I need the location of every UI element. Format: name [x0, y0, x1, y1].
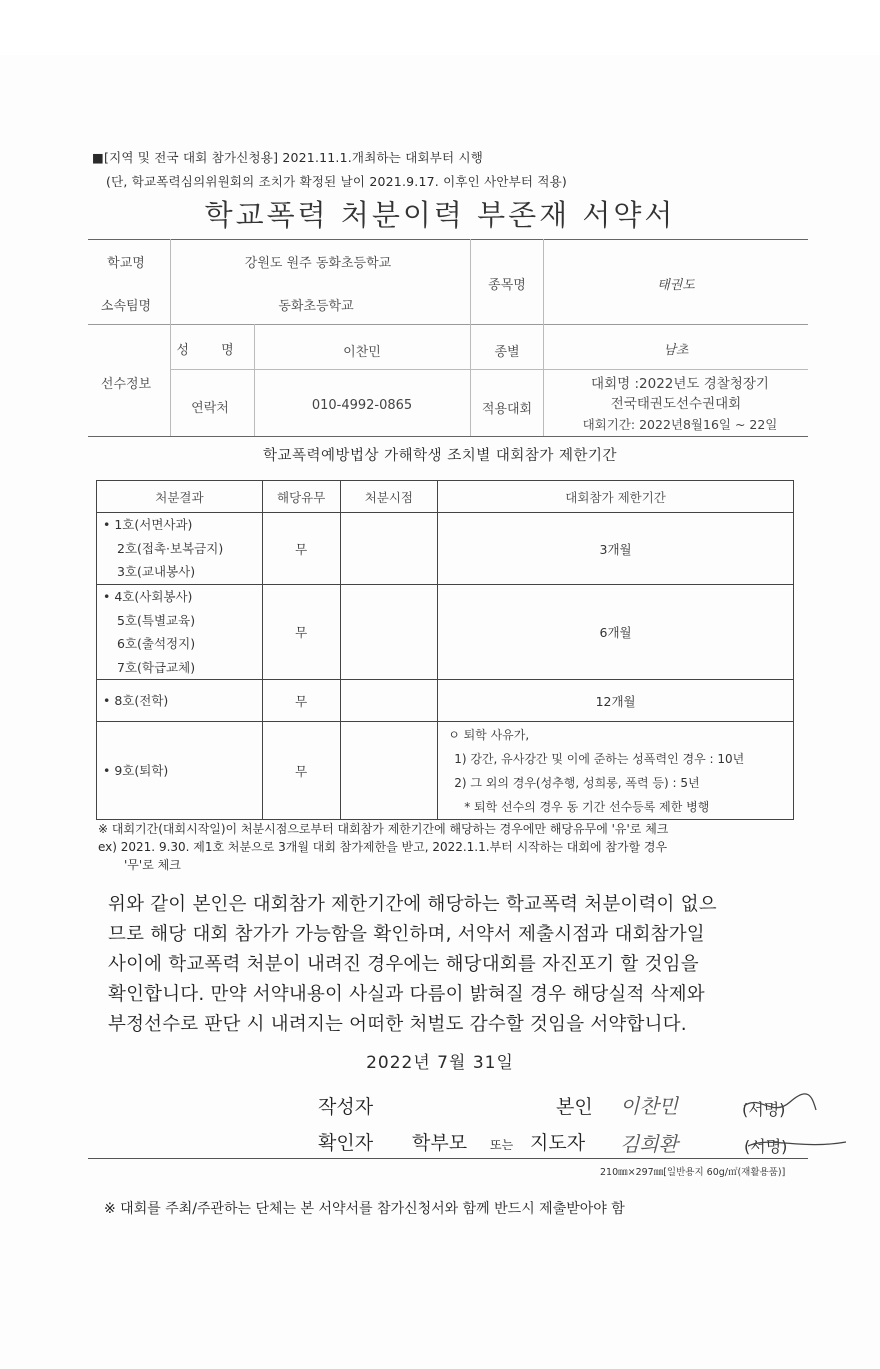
contact-value: 010-4992-0865 — [311, 398, 413, 413]
name-value: 이찬민 — [343, 345, 381, 360]
header-line-1: ■[지역 및 전국 대회 참가신청용] 2021.11.1.개최하는 대회부터 시행 — [92, 150, 484, 165]
category-value: 남초 — [663, 343, 689, 358]
pledge-date: 2022년 7월 31일 — [366, 1053, 514, 1073]
pledge-line: 부정선수로 판단 시 내려지는 어떠한 처벌도 감수할 것임을 서약합니다. — [108, 1014, 687, 1035]
pledge-line: 사이에 학교폭력 처분이 내려진 경우에는 해당대회를 자진포기 할 것임을 — [108, 954, 699, 975]
competition-label: 적용대회 — [481, 402, 533, 417]
seal-1: (서명) — [742, 1100, 786, 1119]
result-line: 5호(특별교육) — [117, 612, 196, 628]
event-label: 종목명 — [488, 278, 526, 293]
header-applicable: 해당유무 — [262, 481, 340, 513]
header-line-2: (단, 학교폭력심의위원회의 조치가 확정된 날이 2021.9.17. 이후인 사안부터 적용) — [106, 174, 568, 189]
limit-cell: 6개월 — [438, 585, 794, 680]
confirmer-label: 확인자 — [318, 1132, 374, 1154]
note-1: ※ 대회기간(대회시작일)이 처분시점으로부터 대회참가 제한기간에 해당하는 경우에만 해당유무에 '유'로 체크 — [98, 822, 669, 836]
pledge-line: 위와 같이 본인은 대회참가 제한기간에 해당하는 학교폭력 처분이력이 없으 — [108, 894, 717, 915]
applicable-cell: 무 — [262, 585, 340, 680]
note-2: ex) 2021. 9.30. 제1호 처분으로 3개월 대회 참가제한을 받고, 2022.1.1.부터 시작하는 대회에 참가할 경우 — [98, 840, 668, 854]
team-value: 동화초등학교 — [278, 299, 354, 314]
result-line: 3호(교내봉사) — [117, 564, 196, 580]
pledge-line: 확인합니다. 만약 서약내용이 사실과 다름이 밝혀질 경우 해당실적 삭제와 — [108, 984, 705, 1005]
result-line: • 1호(서면사과) — [103, 517, 193, 533]
school-value: 강원도 원주 동화초등학교 — [244, 256, 392, 271]
document-title: 학교폭력 처분이력 부존재 서약서 — [204, 198, 676, 232]
header-result: 처분결과 — [97, 481, 263, 513]
or-label: 또는 — [490, 1138, 514, 1152]
signature-bottom-border — [88, 1158, 808, 1159]
signature-stroke-1 — [744, 1094, 816, 1110]
footer-note: ※ 대회를 주최/주관하는 단체는 본 서약서를 참가신청서와 함께 반드시 제출받아야 함 — [104, 1201, 625, 1217]
author-label: 작성자 — [318, 1096, 374, 1118]
header-limit: 대회참가 제한기간 — [438, 481, 794, 513]
note-3: '무'로 체크 — [124, 858, 181, 872]
competition-name-line-1: 대회명 :2022년도 경찰청장기 — [591, 376, 769, 392]
result-line: • 4호(사회봉사) — [103, 589, 193, 604]
school-label: 학교명 — [107, 256, 145, 271]
seal-2: (서명) — [744, 1137, 788, 1156]
paper-spec: 210㎜×297㎜[일반용지 60g/㎡(재활용품)] — [600, 1167, 786, 1178]
result-line: • 9호(퇴학) — [103, 762, 169, 778]
applicable-cell: 무 — [262, 513, 340, 585]
result-line: • 8호(전학) — [103, 692, 169, 708]
limit-line: * 퇴학 선수의 경우 동 기간 선수등록 제한 병행 — [464, 799, 710, 814]
result-line: 7호(학급교체) — [117, 659, 196, 675]
contact-label: 연락처 — [191, 401, 229, 416]
applicable-cell: 무 — [262, 722, 340, 820]
guide-name-handwritten: 김희환 — [620, 1132, 678, 1156]
parent-label: 학부모 — [412, 1132, 468, 1154]
name-label: 성 명 — [176, 343, 248, 358]
pledge-line: 므로 해당 대회 참가가 가능함을 확인하며, 서약서 제출시점과 대회참가일 — [108, 924, 705, 945]
event-value: 태권도 — [657, 278, 695, 293]
header-time: 처분시점 — [340, 481, 438, 513]
rules-table-title: 학교폭력예방법상 가해학생 조치별 대회참가 제한기간 — [262, 448, 618, 464]
self-name-handwritten: 이찬민 — [620, 1094, 678, 1118]
result-line: 2호(접촉·보복금지) — [117, 540, 224, 556]
limit-line: 1) 강간, 유사강간 및 이에 준하는 성폭력인 경우 : 10년 — [454, 751, 745, 766]
competition-period: 대회기간: 2022년8월16일 ~ 22일 — [582, 417, 778, 432]
limit-cell: 12개월 — [438, 680, 794, 722]
result-line: 6호(출석정지) — [117, 636, 196, 651]
category-label: 종별 — [494, 345, 520, 360]
self-label: 본인 — [556, 1096, 593, 1118]
competition-name-line-2: 전국태권도선수권대회 — [610, 396, 742, 412]
limit-cell: 3개월 — [438, 513, 794, 585]
team-label: 소속팀명 — [100, 299, 152, 314]
limit-line: ㅇ 퇴학 사유가, — [448, 727, 530, 742]
limit-line: 2) 그 외의 경우(성추행, 성희롱, 폭력 등) : 5년 — [454, 775, 700, 790]
player-info-label: 선수정보 — [100, 377, 152, 392]
signature-stroke-2 — [748, 1142, 846, 1146]
applicable-cell: 무 — [262, 680, 340, 722]
guide-label: 지도자 — [530, 1132, 586, 1154]
